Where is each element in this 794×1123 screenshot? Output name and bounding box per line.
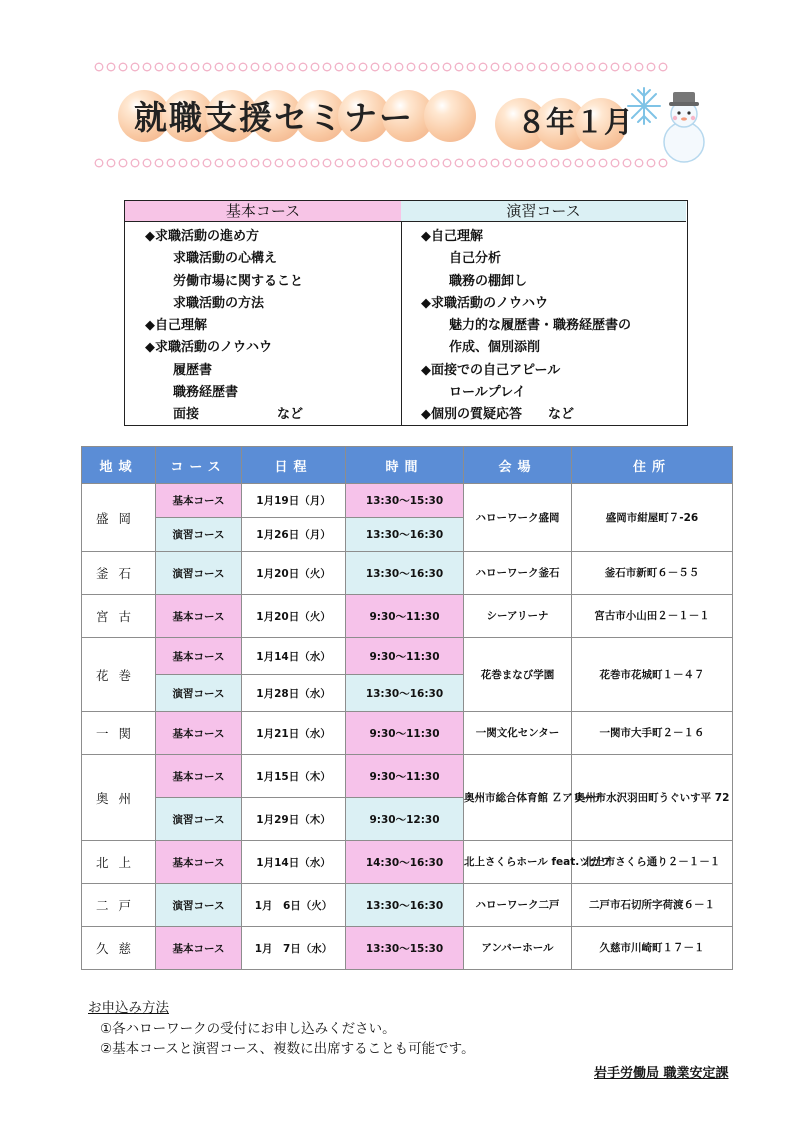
header-date: 日程 — [242, 447, 346, 484]
basic-course-item: ◆求職活動のノウハウ — [145, 340, 272, 356]
table-row — [82, 884, 733, 927]
application-line-2: ②基本コースと演習コース、複数に出席することも可能です。 — [100, 1041, 475, 1057]
practice-course-item: ロールプレイ — [449, 385, 526, 401]
date-cell: 1月28日（水） — [242, 675, 346, 712]
date-cell: 1月20日（火） — [242, 552, 346, 595]
area-cell: 一関 — [82, 712, 156, 755]
venue-cell: アンバーホール — [464, 927, 572, 970]
application-line-1: ①各ハローワークの受付にお申し込みください。 — [100, 1021, 396, 1037]
venue-cell: シーアリーナ — [464, 595, 572, 638]
basic-course-item: ◆求職活動の進め方 — [145, 229, 259, 244]
schedule-table — [81, 446, 733, 970]
table-row — [82, 712, 733, 755]
time-cell: 9:30～11:30 — [346, 595, 464, 638]
practice-course-column — [401, 201, 686, 425]
course-cell: 演習コース — [156, 884, 242, 927]
practice-course-item: ◆面接での自己アピール — [421, 362, 561, 378]
date-cell: 1月29日（木） — [242, 798, 346, 841]
title-banner — [118, 84, 478, 150]
course-cell: 演習コース — [156, 518, 242, 552]
date-cell: 1月 7日（水） — [242, 927, 346, 970]
course-cell: 基本コース — [156, 712, 242, 755]
course-cell: 演習コース — [156, 552, 242, 595]
address-cell: 奥州市水沢羽田町うぐいす平 72 — [572, 755, 733, 841]
course-cell: 基本コース — [156, 927, 242, 970]
snowman-icon — [626, 84, 710, 164]
issuer-name: 岩手労働局 職業安定課 — [594, 1066, 729, 1081]
month-label: ８年１月 — [517, 105, 634, 139]
table-row — [82, 484, 733, 518]
date-cell: 1月14日（水） — [242, 841, 346, 884]
time-cell: 9:30～11:30 — [346, 638, 464, 675]
date-cell: 1月20日（火） — [242, 595, 346, 638]
address-cell: 宮古市小山田２－１－１ — [572, 595, 733, 638]
page-title: 就職支援セミナー — [134, 98, 414, 137]
table-row — [82, 927, 733, 970]
basic-course-item: 履歴書 — [173, 362, 213, 378]
time-cell: 13:30～16:30 — [346, 518, 464, 552]
practice-course-item: ◆個別の質疑応答 など — [421, 407, 574, 423]
basic-course-list — [125, 222, 401, 427]
date-cell: 1月 6日（火） — [242, 884, 346, 927]
month-banner — [495, 92, 634, 150]
address-cell: 一関市大手町２－１６ — [572, 712, 733, 755]
venue-cell: 花巻まなび学園 — [464, 638, 572, 712]
venue-cell: 一関文化センター — [464, 712, 572, 755]
basic-course-heading: 基本コース — [125, 201, 401, 222]
practice-course-item: 作成、個別添削 — [449, 340, 541, 356]
header-course: コース — [156, 447, 242, 484]
area-cell: 盛岡 — [82, 484, 156, 552]
header-time: 時間 — [346, 447, 464, 484]
basic-course-item: 職務経歴書 — [173, 385, 239, 401]
area-cell: 久慈 — [82, 927, 156, 970]
venue-cell: 北上さくらホール feat.ツガワ — [464, 841, 572, 884]
area-cell: 釜石 — [82, 552, 156, 595]
header-address: 住所 — [572, 447, 733, 484]
practice-course-item: 職務の棚卸し — [449, 273, 528, 289]
header-venue: 会場 — [464, 447, 572, 484]
address-cell: 釜石市新町６－５５ — [572, 552, 733, 595]
time-cell: 13:30～16:30 — [346, 884, 464, 927]
area-cell: 奥州 — [82, 755, 156, 841]
date-cell: 1月26日（月） — [242, 518, 346, 552]
address-cell: 北上市さくら通り２－１－１ — [572, 841, 733, 884]
table-row — [82, 755, 733, 798]
practice-course-list — [401, 222, 686, 427]
time-cell: 13:30～16:30 — [346, 675, 464, 712]
table-row — [82, 552, 733, 595]
course-cell: 基本コース — [156, 638, 242, 675]
application-section — [88, 996, 475, 1059]
basic-course-item: 面接 など — [173, 407, 304, 423]
basic-course-column — [125, 201, 402, 425]
table-row — [82, 638, 733, 675]
application-title: お申込み方法 — [88, 1000, 169, 1016]
practice-course-item: 自己分析 — [449, 251, 502, 267]
practice-course-heading: 演習コース — [401, 201, 686, 222]
table-row — [82, 595, 733, 638]
table-row — [82, 841, 733, 884]
address-cell: 久慈市川崎町１７－１ — [572, 927, 733, 970]
date-cell: 1月15日（木） — [242, 755, 346, 798]
course-cell: 演習コース — [156, 798, 242, 841]
course-cell: 基本コース — [156, 484, 242, 518]
date-cell: 1月14日（水） — [242, 638, 346, 675]
address-cell: 盛岡市紺屋町７-26 — [572, 484, 733, 552]
address-cell: 二戸市石切所字荷渡６－１ — [572, 884, 733, 927]
area-cell: 北上 — [82, 841, 156, 884]
course-cell: 基本コース — [156, 595, 242, 638]
bottom-dot-border — [94, 158, 669, 172]
course-cell: 演習コース — [156, 675, 242, 712]
course-overview-box — [124, 200, 688, 426]
date-cell: 1月19日（月） — [242, 484, 346, 518]
time-cell: 9:30～11:30 — [346, 712, 464, 755]
area-cell: 宮古 — [82, 595, 156, 638]
practice-course-item: ◆自己理解 — [421, 229, 483, 244]
date-cell: 1月21日（水） — [242, 712, 346, 755]
area-cell: 二戸 — [82, 884, 156, 927]
course-cell: 基本コース — [156, 841, 242, 884]
course-cell: 基本コース — [156, 755, 242, 798]
time-cell: 13:30～16:30 — [346, 552, 464, 595]
address-cell: 花巻市花城町１－４７ — [572, 638, 733, 712]
practice-course-item: 魅力的な履歴書・職務経歴書の — [449, 318, 632, 334]
time-cell: 9:30～11:30 — [346, 755, 464, 798]
time-cell: 13:30～15:30 — [346, 927, 464, 970]
basic-course-item: 求職活動の心構え — [173, 251, 278, 267]
schedule-header-row — [82, 447, 733, 484]
header-area: 地域 — [82, 447, 156, 484]
venue-cell: ハローワーク盛岡 — [464, 484, 572, 552]
time-cell: 13:30～15:30 — [346, 484, 464, 518]
venue-cell: 奥州市総合体育館 Ｚアリーナ — [464, 755, 572, 841]
top-dot-border — [94, 62, 669, 76]
area-cell: 花巻 — [82, 638, 156, 712]
basic-course-item: 求職活動の方法 — [173, 295, 265, 311]
time-cell: 14:30～16:30 — [346, 841, 464, 884]
practice-course-item: ◆求職活動のノウハウ — [421, 295, 548, 311]
time-cell: 9:30～12:30 — [346, 798, 464, 841]
basic-course-item: 労働市場に関すること — [173, 273, 304, 289]
venue-cell: ハローワーク釜石 — [464, 552, 572, 595]
basic-course-item: ◆自己理解 — [145, 318, 207, 334]
venue-cell: ハローワーク二戸 — [464, 884, 572, 927]
